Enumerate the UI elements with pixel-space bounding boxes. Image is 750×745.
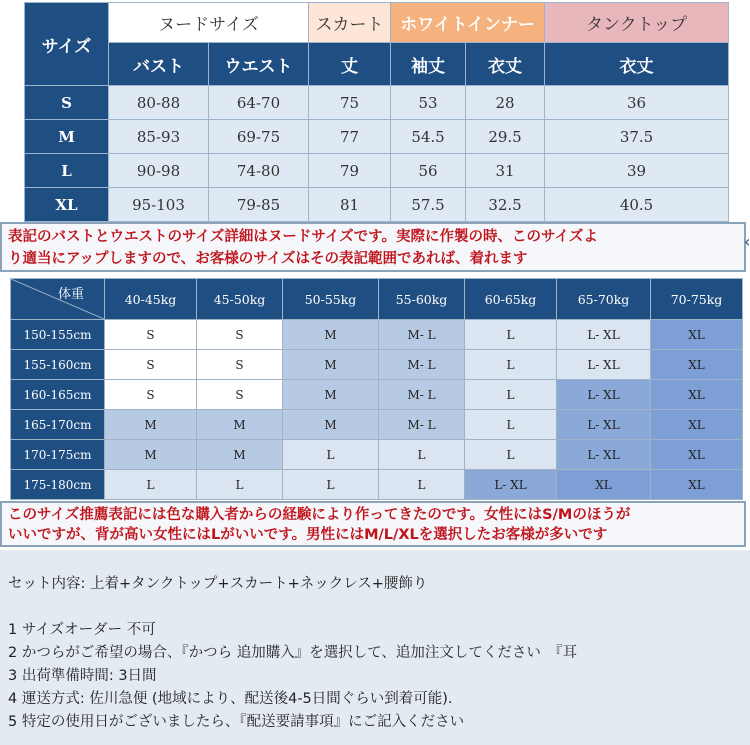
col-sleeve-length: 袖丈 <box>391 43 466 86</box>
table-cell: L- XL <box>557 410 651 440</box>
table-row <box>11 440 743 470</box>
table-cell: L <box>197 470 283 500</box>
table-cell: 69-75 <box>209 120 309 154</box>
table-cell: S <box>197 350 283 380</box>
table-cell: 37.5 <box>545 120 729 154</box>
weight-header-row <box>11 279 743 320</box>
table-cell: L <box>465 440 557 470</box>
set-contents: セット内容: 上着+タンクトップ+スカート+ネックレス+腰飾り <box>8 576 428 592</box>
detail-item: 3 出荷準備時間: 3日間 <box>8 668 157 684</box>
table-cell: L- XL <box>557 320 651 350</box>
table-cell: 39 <box>545 154 729 188</box>
height-label: 150-155cm <box>11 320 105 350</box>
group-tank-top: タンクトップ <box>545 3 729 43</box>
table-cell: M <box>105 440 197 470</box>
table-cell: 57.5 <box>391 188 466 222</box>
group-skirt: スカート <box>309 3 391 43</box>
table-cell: M <box>283 380 379 410</box>
table-cell: L <box>465 380 557 410</box>
col-skirt-length: 丈 <box>309 43 391 86</box>
size-corner-label: サイズ <box>25 3 109 86</box>
table-row <box>11 380 743 410</box>
table-cell: 40.5 <box>545 188 729 222</box>
table-cell: 31 <box>466 154 545 188</box>
table-cell: 32.5 <box>466 188 545 222</box>
size-row-s <box>25 86 729 120</box>
weight-header: 65-70kg <box>557 279 651 320</box>
col-inner-length: 衣丈 <box>466 43 545 86</box>
table-cell: 79-85 <box>209 188 309 222</box>
row-label: S <box>25 86 109 120</box>
size-chart-group-header <box>25 3 729 43</box>
size-chart <box>24 2 729 222</box>
table-row <box>11 470 743 500</box>
table-cell: XL <box>651 410 743 440</box>
table-cell: 80-88 <box>109 86 209 120</box>
table-cell: XL <box>651 350 743 380</box>
table-cell: L <box>465 350 557 380</box>
table-cell: S <box>105 350 197 380</box>
height-label: 175-180cm <box>11 470 105 500</box>
detail-item: 2 かつらがご希望の場合、『かつら 追加購入』を選択して、追加注文してください 『耳 <box>8 645 578 661</box>
size-recommend-note <box>0 501 746 547</box>
table-cell: L <box>379 440 465 470</box>
table-cell: S <box>197 380 283 410</box>
detail-item: 1 サイズオーダー 不可 <box>8 622 156 638</box>
table-cell: L <box>465 410 557 440</box>
decorative-mark: ‹ <box>744 232 750 251</box>
size-row-xl <box>25 188 729 222</box>
table-row <box>11 410 743 440</box>
note-line: り適当にアップしますので、お客様のサイズはその表記範囲であれば、着れます <box>8 251 528 267</box>
size-recommendation-chart <box>10 278 743 500</box>
table-cell: M- L <box>379 410 465 440</box>
table-row <box>11 320 743 350</box>
table-cell: XL <box>651 380 743 410</box>
table-cell: L <box>465 320 557 350</box>
table-cell: L <box>283 470 379 500</box>
table-cell: 77 <box>309 120 391 154</box>
nude-size-note <box>0 222 746 272</box>
table-cell: M <box>283 350 379 380</box>
table-cell: L- XL <box>557 380 651 410</box>
height-label: 155-160cm <box>11 350 105 380</box>
table-cell: L <box>105 470 197 500</box>
table-cell: 74-80 <box>209 154 309 188</box>
table-cell: L <box>283 440 379 470</box>
table-cell: S <box>105 380 197 410</box>
table-cell: XL <box>651 440 743 470</box>
detail-item: 4 運送方式: 佐川急便 (地域により、配送後4-5日間ぐらい到着可能). <box>8 691 453 707</box>
table-cell: L <box>379 470 465 500</box>
weight-header: 50-55kg <box>283 279 379 320</box>
weight-header: 70-75kg <box>651 279 743 320</box>
size-row-m <box>25 120 729 154</box>
table-row <box>11 350 743 380</box>
table-cell: 79 <box>309 154 391 188</box>
size-row-l <box>25 154 729 188</box>
table-cell: 28 <box>466 86 545 120</box>
weight-header: 40-45kg <box>105 279 197 320</box>
table-cell: L- XL <box>557 440 651 470</box>
row-label: M <box>25 120 109 154</box>
table-cell: M <box>283 410 379 440</box>
height-label: 170-175cm <box>11 440 105 470</box>
table-cell: M <box>105 410 197 440</box>
col-bust: バスト <box>109 43 209 86</box>
table-cell: 53 <box>391 86 466 120</box>
weight-corner-label: 体重 <box>57 287 84 302</box>
table-cell: 56 <box>391 154 466 188</box>
height-label: 160-165cm <box>11 380 105 410</box>
col-waist: ウエスト <box>209 43 309 86</box>
table-cell: 54.5 <box>391 120 466 154</box>
table-cell: 36 <box>545 86 729 120</box>
row-label: L <box>25 154 109 188</box>
table-cell: XL <box>651 470 743 500</box>
table-cell: M <box>197 410 283 440</box>
table-cell: S <box>197 320 283 350</box>
table-cell: M <box>197 440 283 470</box>
note-line: このサイズ推薦表記には色な購入者からの経験により作ってきたのです。女性にはS/Mのほうが <box>8 507 631 523</box>
note-line: 表記のバストとウエストのサイズ詳細はヌードサイズです。実際に作製の時、このサイズよ <box>8 229 598 245</box>
table-cell: 64-70 <box>209 86 309 120</box>
table-cell: 29.5 <box>466 120 545 154</box>
detail-item: 5 特定の使用日がございましたら、『配送要請事項』にご記入ください <box>8 714 465 730</box>
product-details <box>0 550 750 745</box>
row-label: XL <box>25 188 109 222</box>
table-cell: 85-93 <box>109 120 209 154</box>
table-cell: S <box>105 320 197 350</box>
col-tank-length: 衣丈 <box>545 43 729 86</box>
size-chart-column-header <box>25 43 729 86</box>
table-cell: M <box>283 320 379 350</box>
group-nude-size: ヌードサイズ <box>109 3 309 43</box>
table-cell: L- XL <box>465 470 557 500</box>
weight-header: 55-60kg <box>379 279 465 320</box>
table-cell: M- L <box>379 320 465 350</box>
height-label: 165-170cm <box>11 410 105 440</box>
table-cell: 81 <box>309 188 391 222</box>
table-cell: XL <box>557 470 651 500</box>
weight-header: 60-65kg <box>465 279 557 320</box>
table-cell: 75 <box>309 86 391 120</box>
table-cell: XL <box>651 320 743 350</box>
table-cell: L- XL <box>557 350 651 380</box>
weight-height-corner <box>11 279 105 320</box>
group-white-inner: ホワイトインナー <box>391 3 545 43</box>
note-line: いいですが、背が高い女性にはLがいいです。男性にはM/L/XLを選択したお客様が多いです <box>8 527 608 543</box>
weight-header: 45-50kg <box>197 279 283 320</box>
table-cell: M- L <box>379 380 465 410</box>
table-cell: M- L <box>379 350 465 380</box>
table-cell: 95-103 <box>109 188 209 222</box>
table-cell: 90-98 <box>109 154 209 188</box>
